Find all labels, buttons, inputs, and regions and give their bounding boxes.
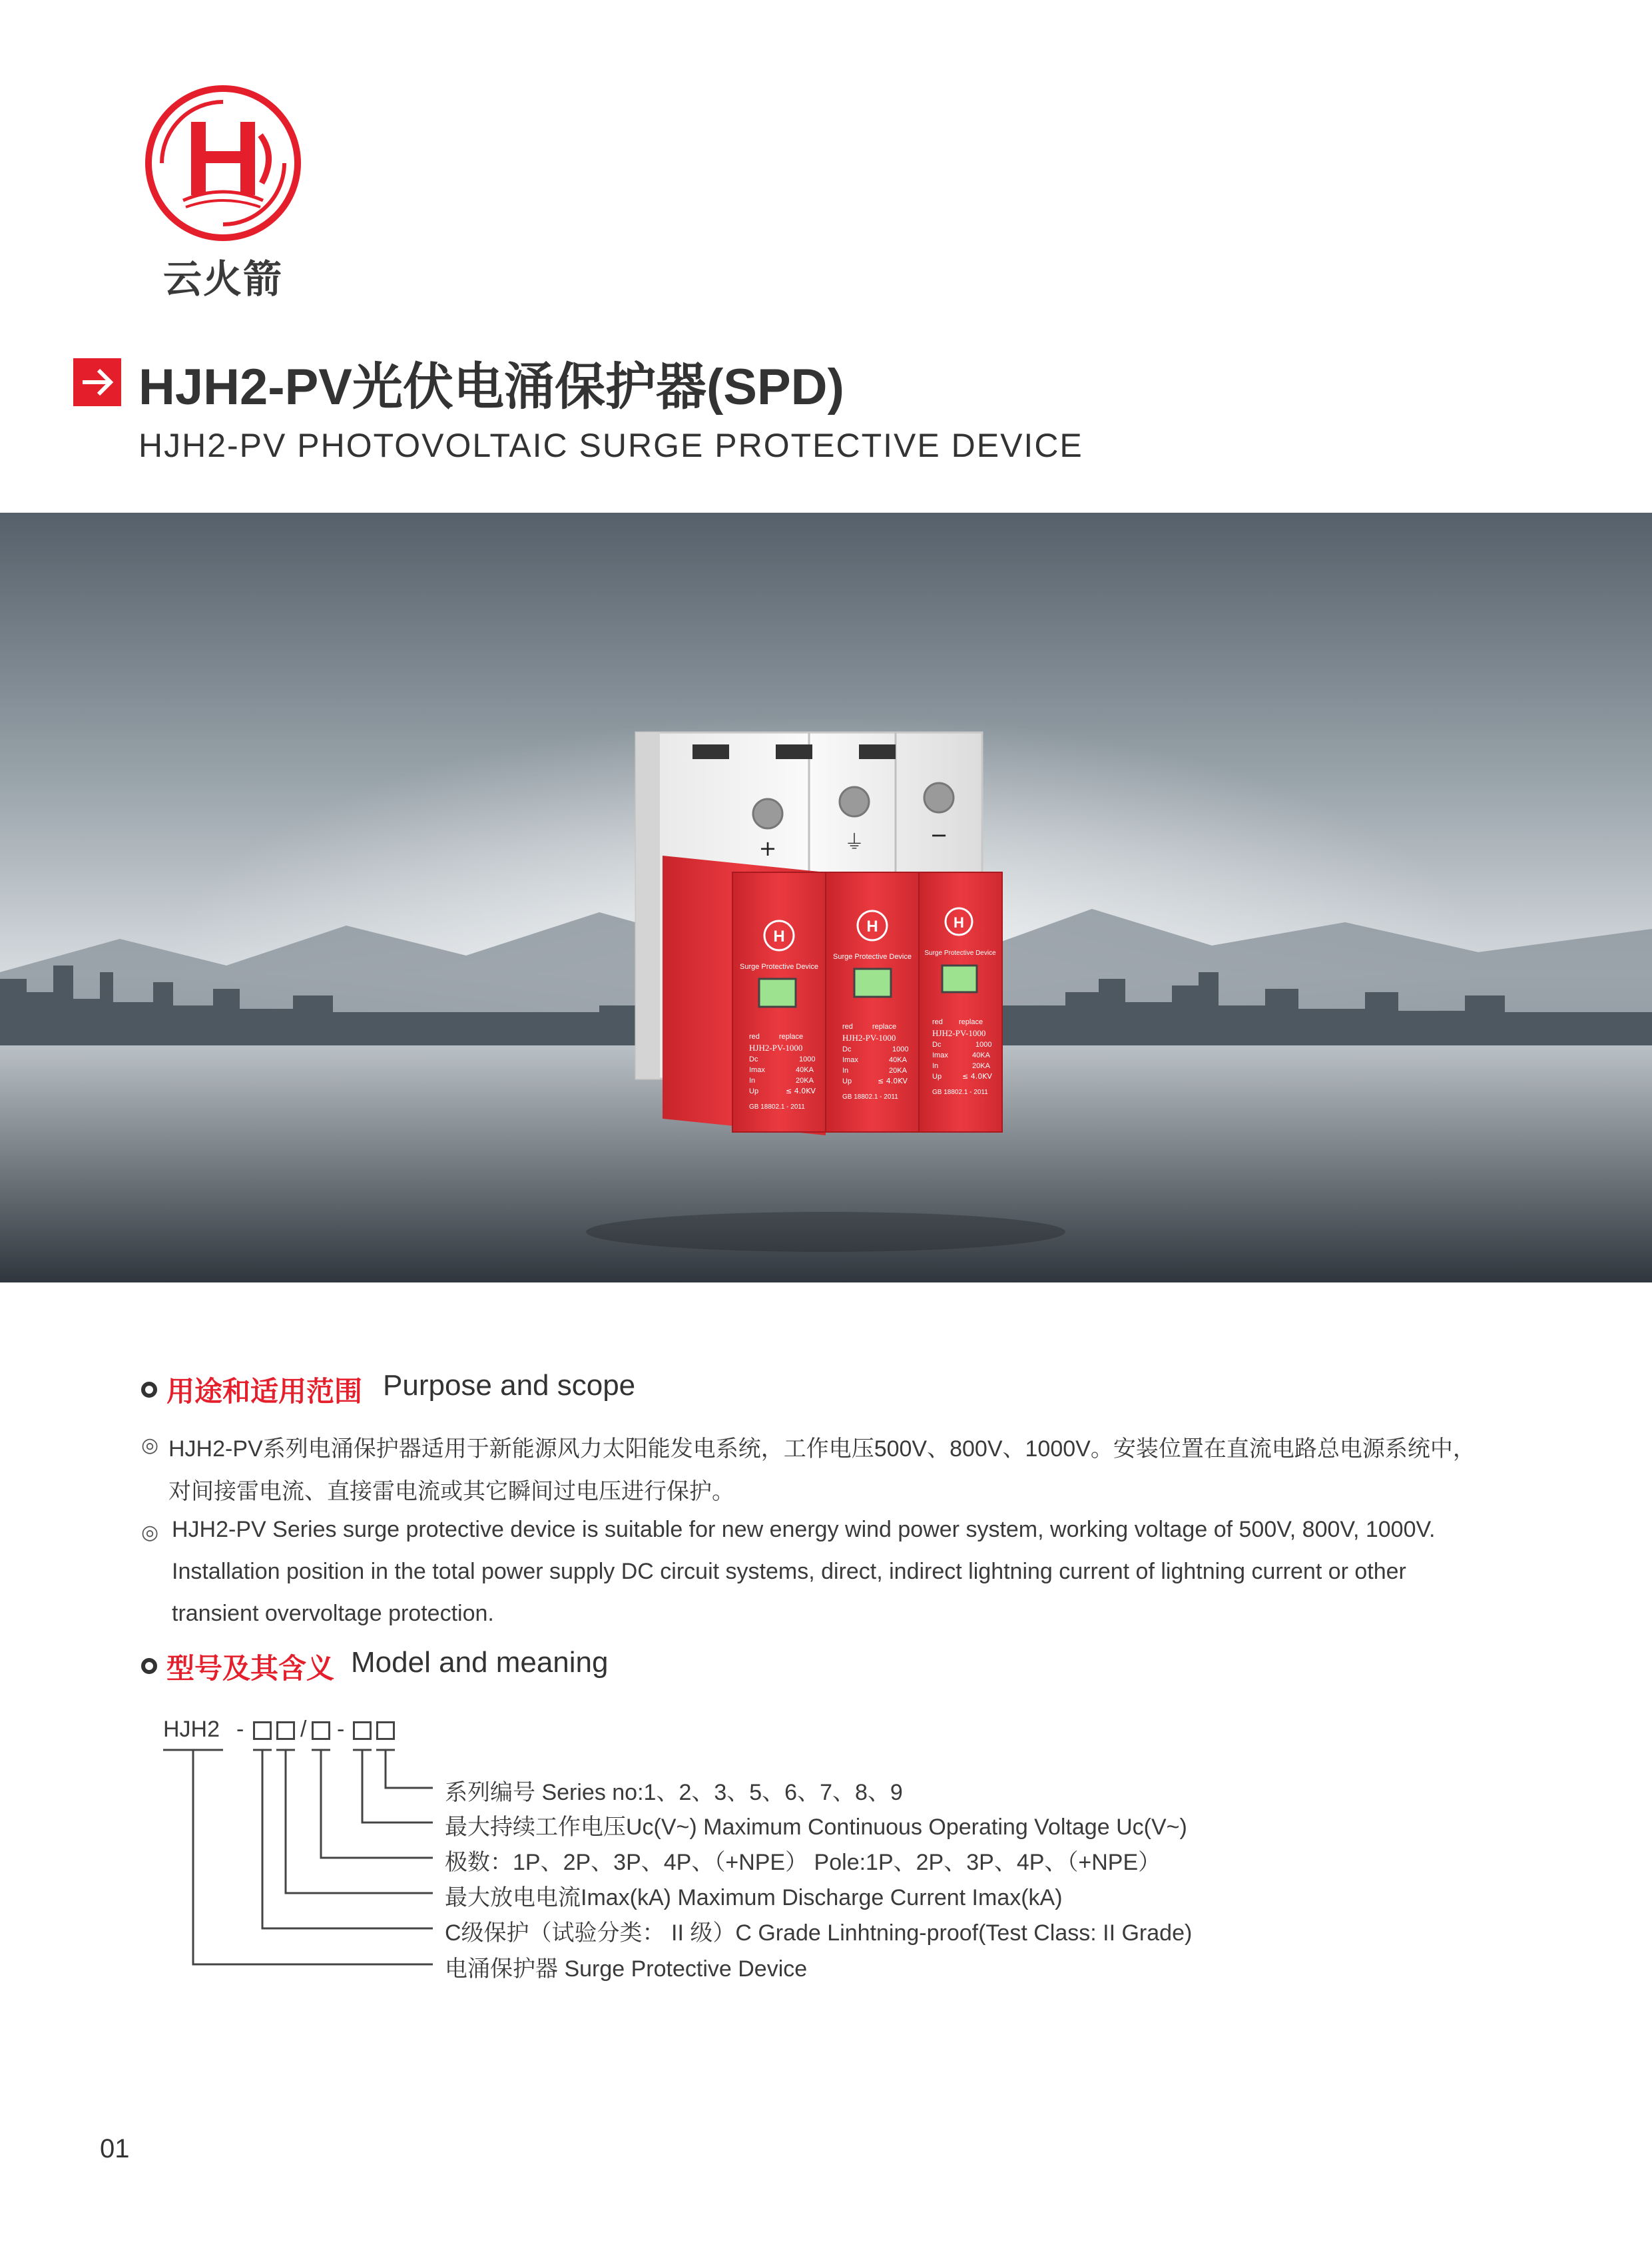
module-standard: GB 18802.1 - 2011 (842, 1093, 898, 1101)
purpose-en-line-2: Installation position in the total power supply DC circuit systems, direct, indirect lightning current of lightning current or other (172, 1559, 1406, 1584)
model-item-series: 系列编号 Series no:1、2、3、5、6、7、8、9 (445, 1780, 903, 1805)
purpose-en-line-1: HJH2-PV Series surge protective device is suitable for new energy wind power system, working voltage of 500V, 800V, 1000V. (172, 1517, 1436, 1542)
module-tag-red: red (749, 1033, 760, 1041)
model-item-device: 电涌保护器 Surge Protective Device (445, 1956, 808, 1982)
page-number: 01 (100, 2134, 130, 2163)
module-standard: GB 18802.1 - 2011 (932, 1089, 988, 1096)
purpose-heading-zh: 用途和适用范围 (166, 1376, 363, 1407)
module-dc-label: Dc (749, 1055, 758, 1063)
circle-bullet-icon: ◎ (141, 1434, 159, 1456)
model-dash-2: - (337, 1717, 345, 1742)
module-imax-label: Imax (932, 1051, 948, 1059)
module-dc-label: Dc (842, 1045, 852, 1053)
module-dc-label: Dc (932, 1041, 942, 1049)
brand-name: 云火箭 (162, 258, 283, 301)
module-tag-red: red (932, 1018, 943, 1026)
purpose-zh-line-2: 对间接雷电流、直接雷电流或其它瞬间过电压进行保护。 (168, 1479, 734, 1504)
module-imax-value: 40KA (972, 1051, 990, 1059)
module-header: Surge Protective Device (833, 953, 912, 961)
model-item-voltage: 最大持续工作电压Uc(V~) Maximum Continuous Operating Voltage Uc(V~) (445, 1815, 1187, 1840)
model-dash-1: - (236, 1717, 244, 1742)
module-in-value: 20KA (889, 1067, 907, 1075)
module-tag-replace: replace (959, 1018, 983, 1026)
page-subtitle: HJH2-PV PHOTOVOLTAIC SURGE PROTECTIVE DEVICE (138, 427, 1083, 464)
module-in-label: In (932, 1062, 939, 1070)
module-model: HJH2-PV-1000 (842, 1033, 896, 1043)
module-dc-value: 1000 (799, 1055, 816, 1063)
module-in-label: In (749, 1077, 756, 1085)
terminal-plus-label: + (758, 836, 777, 861)
model-heading-zh: 型号及其含义 (166, 1653, 335, 1684)
module-imax-value: 40KA (796, 1066, 814, 1074)
terminal-minus-label: − (930, 822, 948, 848)
purpose-en-line-3: transient overvoltage protection. (172, 1601, 494, 1626)
circle-bullet-icon: ◎ (141, 1522, 159, 1543)
module-standard: GB 18802.1 - 2011 (749, 1103, 805, 1111)
module-model: HJH2-PV-1000 (749, 1043, 803, 1053)
model-heading-en: Model and meaning (351, 1646, 609, 1679)
module-dc-value: 1000 (892, 1045, 909, 1053)
module-logo-text: H (954, 914, 964, 931)
module-imax-label: Imax (749, 1066, 765, 1074)
module-model: HJH2-PV-1000 (932, 1028, 986, 1038)
module-dc-value: 1000 (975, 1041, 992, 1049)
model-prefix: HJH2 (163, 1717, 220, 1742)
module-header: Surge Protective Device (924, 950, 996, 957)
model-slash: / (300, 1717, 307, 1742)
purpose-zh-line-1: HJH2-PV系列电涌保护器适用于新能源风力太阳能发电系统，工作电压500V、800V、1000V。安装位置在直流电路总电源系统中， (168, 1436, 1476, 1462)
module-in-label: In (842, 1067, 849, 1075)
module-logo-text: H (773, 928, 785, 946)
module-up-value: ≤ 4.0KV (878, 1077, 908, 1085)
module-in-value: 20KA (796, 1077, 814, 1085)
module-tag-red: red (842, 1023, 853, 1031)
module-up-label: Up (842, 1077, 852, 1085)
module-up-label: Up (749, 1087, 759, 1095)
module-tag-replace: replace (872, 1023, 897, 1031)
page-title: HJH2-PV光伏电涌保护器(SPD) (138, 359, 844, 416)
module-up-value: ≤ 4.0KV (786, 1087, 816, 1095)
module-imax-label: Imax (842, 1056, 858, 1064)
model-item-grade: C级保护（试验分类： II 级）C Grade Linhtning-proof(Test Class: II Grade) (445, 1920, 1193, 1946)
module-in-value: 20KA (972, 1062, 990, 1070)
module-tag-replace: replace (779, 1033, 804, 1041)
model-item-pole: 极数：1P、2P、3P、4P、（+NPE） Pole:1P、2P、3P、4P、（+NPE） (445, 1850, 1161, 1875)
module-up-label: Up (932, 1073, 942, 1081)
purpose-heading-en: Purpose and scope (383, 1369, 636, 1402)
module-header: Surge Protective Device (740, 963, 818, 971)
module-imax-value: 40KA (889, 1056, 907, 1064)
model-item-current: 最大放电电流Imax(kA) Maximum Discharge Current Imax(kA) (445, 1885, 1063, 1910)
module-logo-text: H (866, 918, 878, 936)
terminal-ground-label: ⏚ (844, 831, 864, 854)
module-up-value: ≤ 4.0KV (962, 1072, 992, 1081)
